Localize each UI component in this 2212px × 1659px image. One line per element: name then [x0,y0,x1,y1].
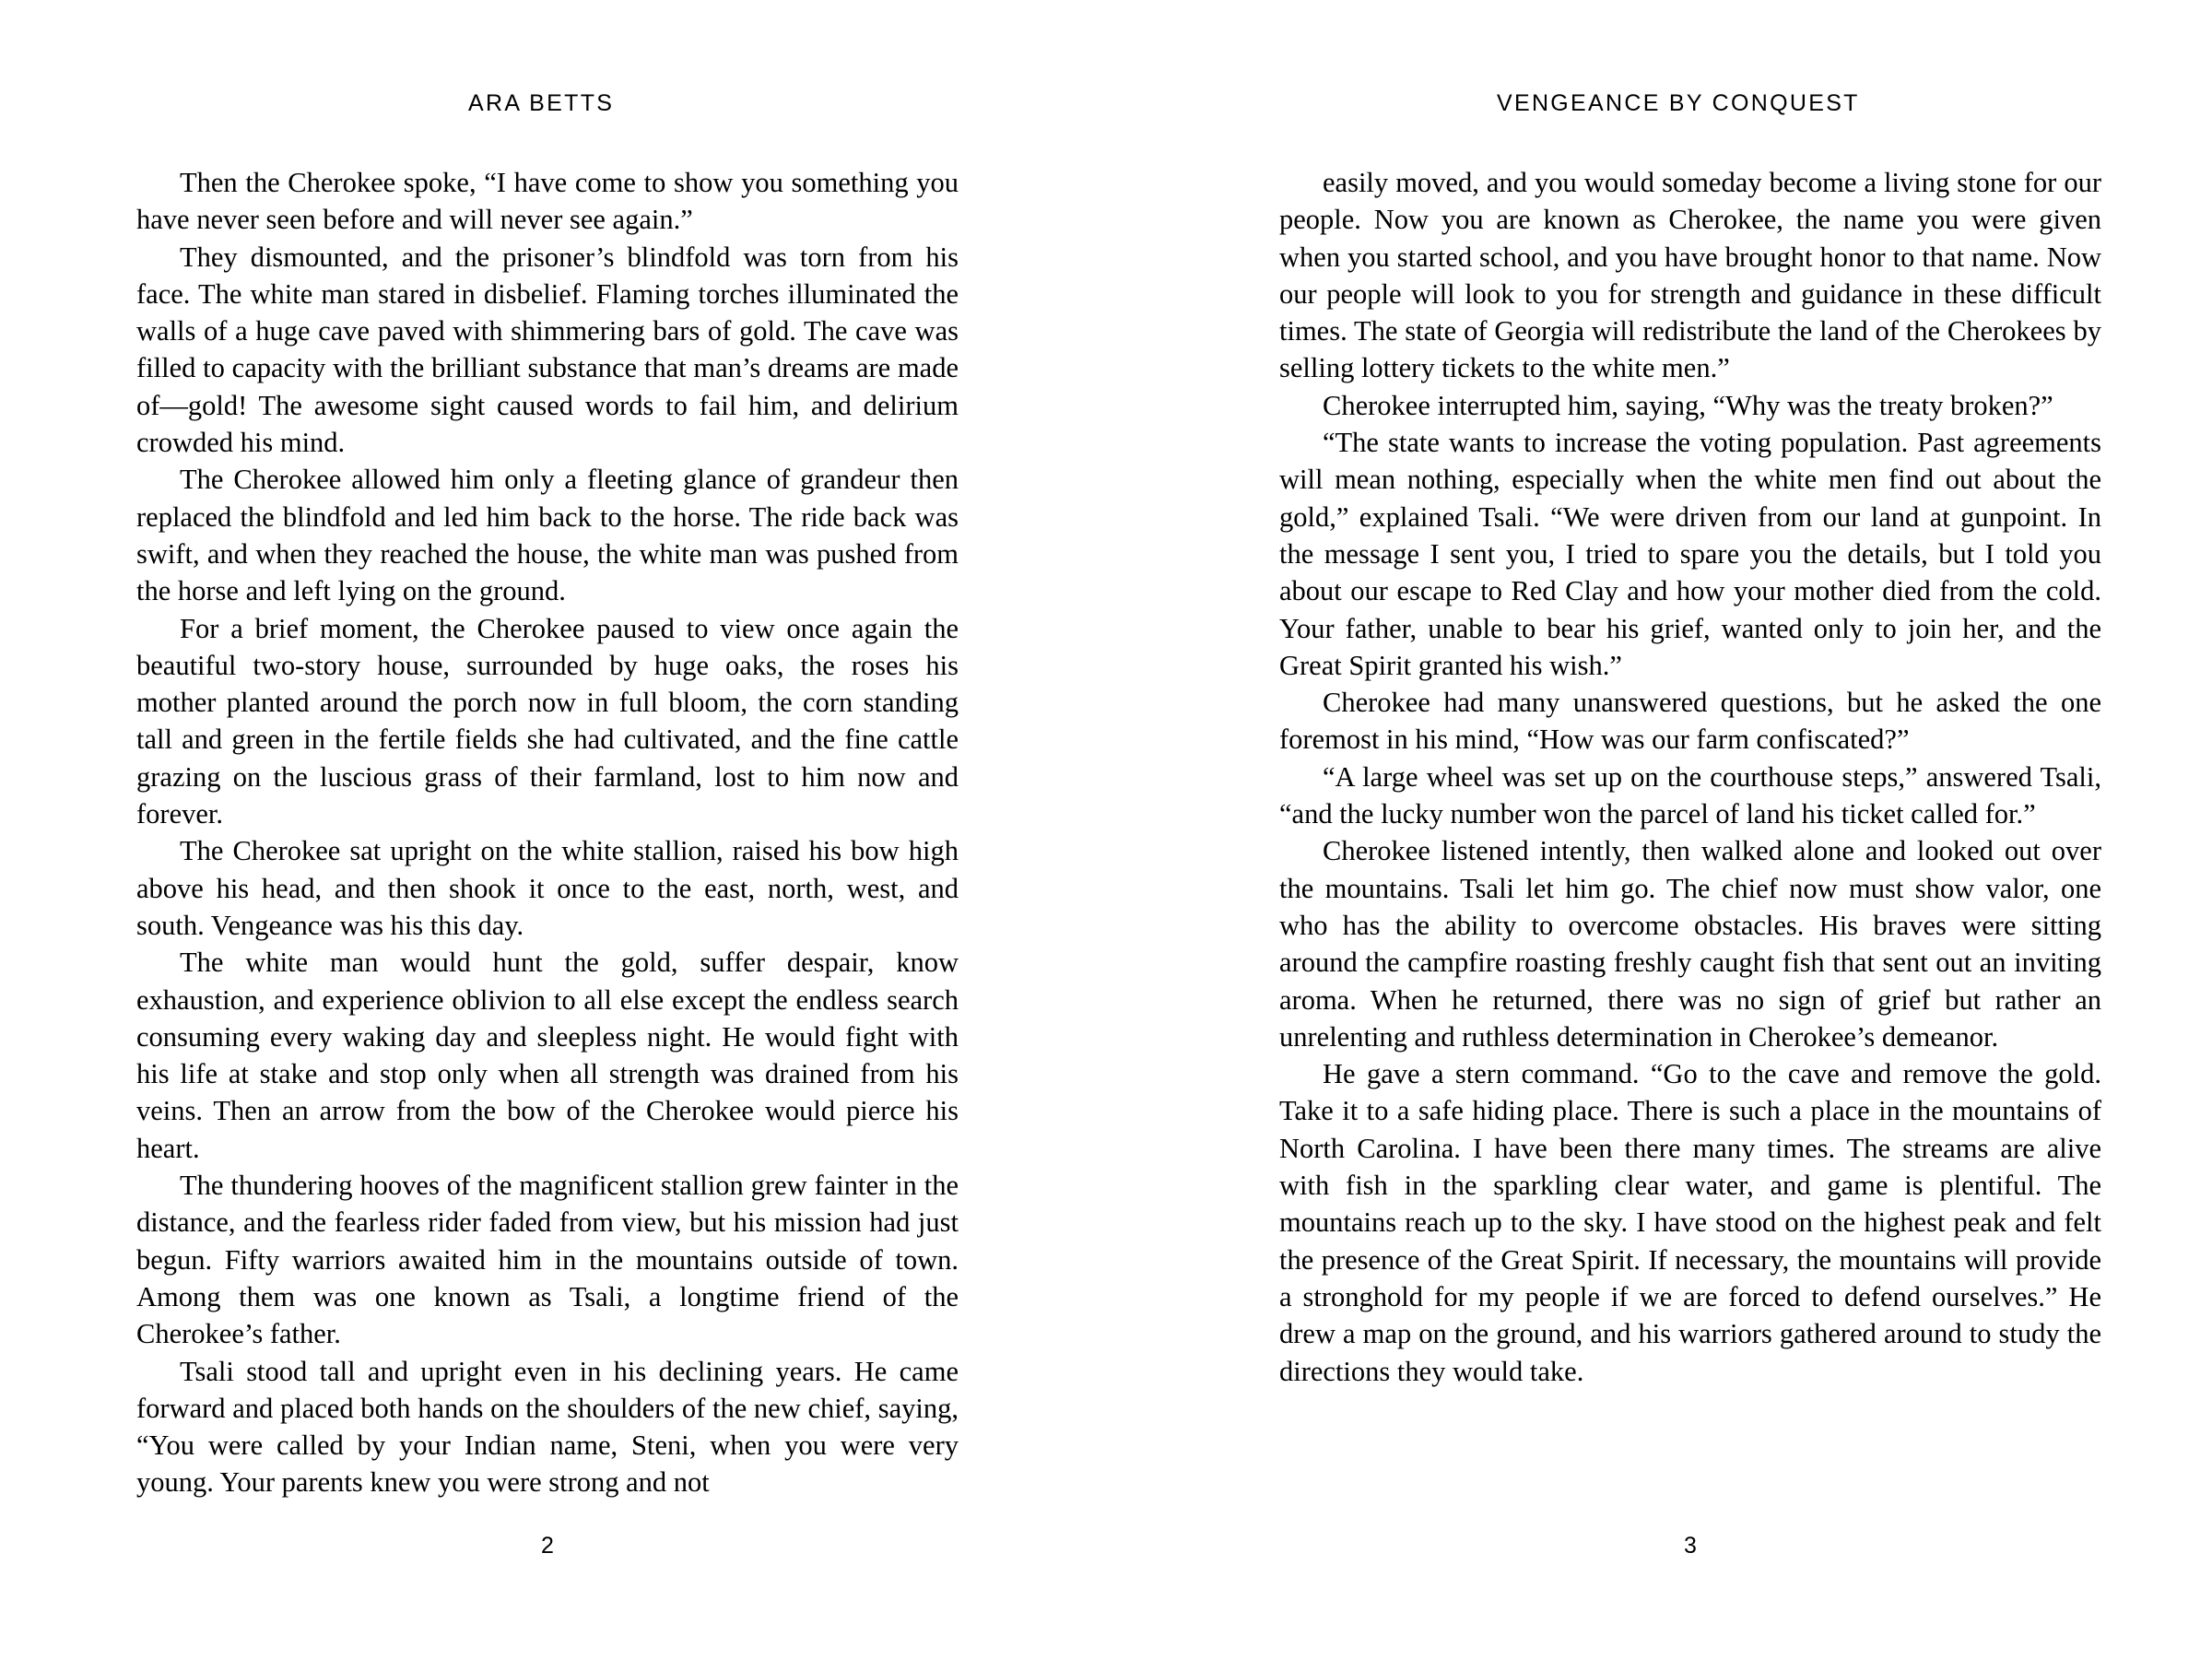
paragraph: “The state wants to increase the voting population. Past agreements will mean nothing, especially when the white men find out about the gold,” explained Tsali. “We were driven from our land at gunpoint. In the message I sent you, I tried to spare you the details, but I told you about our escape to Red Clay and how your mother died from the cold. Your father, unable to bear his grief, wanted only to join her, and the Great Spirit granted his wish.” [1279,427,2101,681]
paragraph: The Cherokee allowed him only a fleeting glance of grandeur then replaced the blindfold and led him back to the horse. The ride back was swift, and when they reached the house, the white man was pushed from the horse and left lying on the ground. [136,464,959,607]
paragraph: Cherokee interrupted him, saying, “Why was the treaty broken?” [1323,389,2053,421]
paragraph: Cherokee had many unanswered questions, but he asked the one foremost in his mind, “How was our farm confiscated?” [1279,687,2101,756]
running-head-left: ARA BETTS [468,90,615,116]
paragraph: He gave a stern command. “Go to the cave and remove the gold. Take it to a safe hiding place. There is such a place in the mountains of North Carolina. I have been there many times. The streams are alive with fish in the sparkling clear water, and game is plentiful. The mountains reach up to the sky. I have stood on the highest peak and felt the presence of the Great Spirit. If necessary, the mountains will provide a stronghold for my people if we are forced to defend ourselves.” He drew a map on the ground, and his warriors gathered around to study the directions they would take. [1279,1058,2101,1387]
paragraph: The white man would hunt the gold, suffer despair, know exhaustion, and experience oblivion to all else except the endless search consuming every waking day and sleepless night. He would fight with his life at stake and stop only when all strength was drained from his veins. Then an arrow from the bow of the Cherokee would pierce his heart. [136,947,959,1164]
page-number-left: 2 [541,1533,554,1559]
paragraph: The Cherokee sat upright on the white stallion, raised his bow high above his head, and then shook it once to the east, north, west, and south. Vengeance was his this day. [136,835,959,941]
paragraph: easily moved, and you would someday become a living stone for our people. Now you are known as Cherokee, the name you were given when you started school, and you have brought honor to that name. Now our people will look to you for strength and guidance in these difficult times. The state of Georgia will redistribute the land of the Cherokees by selling lottery tickets to the white men.” [1279,167,2101,384]
running-head-right: VENGEANCE BY CONQUEST [1497,90,1860,116]
right-page-text-column [1279,164,2101,1390]
paragraph: Then the Cherokee spoke, “I have come to show you something you have never seen before and will never see again.” [136,167,959,236]
paragraph: The thundering hooves of the magnificent stallion grew fainter in the distance, and the fearless rider faded from view, but his mission had just begun. Fifty warriors awaited him in the mountains outside of town. Among them was one known as Tsali, a longtime friend of the Cherokee’s father. [136,1170,959,1350]
paragraph: For a brief moment, the Cherokee paused to view once again the beautiful two-story house, surrounded by huge oaks, the roses his mother planted around the porch now in full bloom, the corn standing tall and green in the fertile fields she had cultivated, and the fine cattle grazing on the luscious grass of their farmland, lost to him now and forever. [136,612,959,830]
left-page-text-column [136,164,959,1501]
paragraph: Cherokee listened intently, then walked alone and looked out over the mountains. Tsali let him go. The chief now must show valor, one who has the ability to overcome obstacles. His braves were sitting around the campfire roasting freshly caught fish that sent out an inviting aroma. When he returned, there was no sign of grief but rather an unrelenting and ruthless determination in Cherokee’s demeanor. [1279,835,2101,1053]
paragraph: “A large wheel was set up on the courthouse steps,” answered Tsali, “and the lucky number won the parcel of land his ticket called for.” [1279,760,2101,830]
paragraph: Tsali stood tall and upright even in his declining years. He came forward and placed both hands on the shoulders of the new chief, saying, “You were called by your Indian name, Steni, when you were very young. Your parents knew you were strong and not [136,1355,959,1499]
page-number-right: 3 [1684,1533,1697,1559]
paragraph: They dismounted, and the prisoner’s blindfold was torn from his face. The white man stared in disbelief. Flaming torches illuminated the walls of a huge cave paved with shimmering bars of gold. The cave was filled to capacity with the brilliant substance that man’s dreams are made of—gold! The awesome sight caused words to fail him, and delirium crowded his mind. [136,241,959,459]
